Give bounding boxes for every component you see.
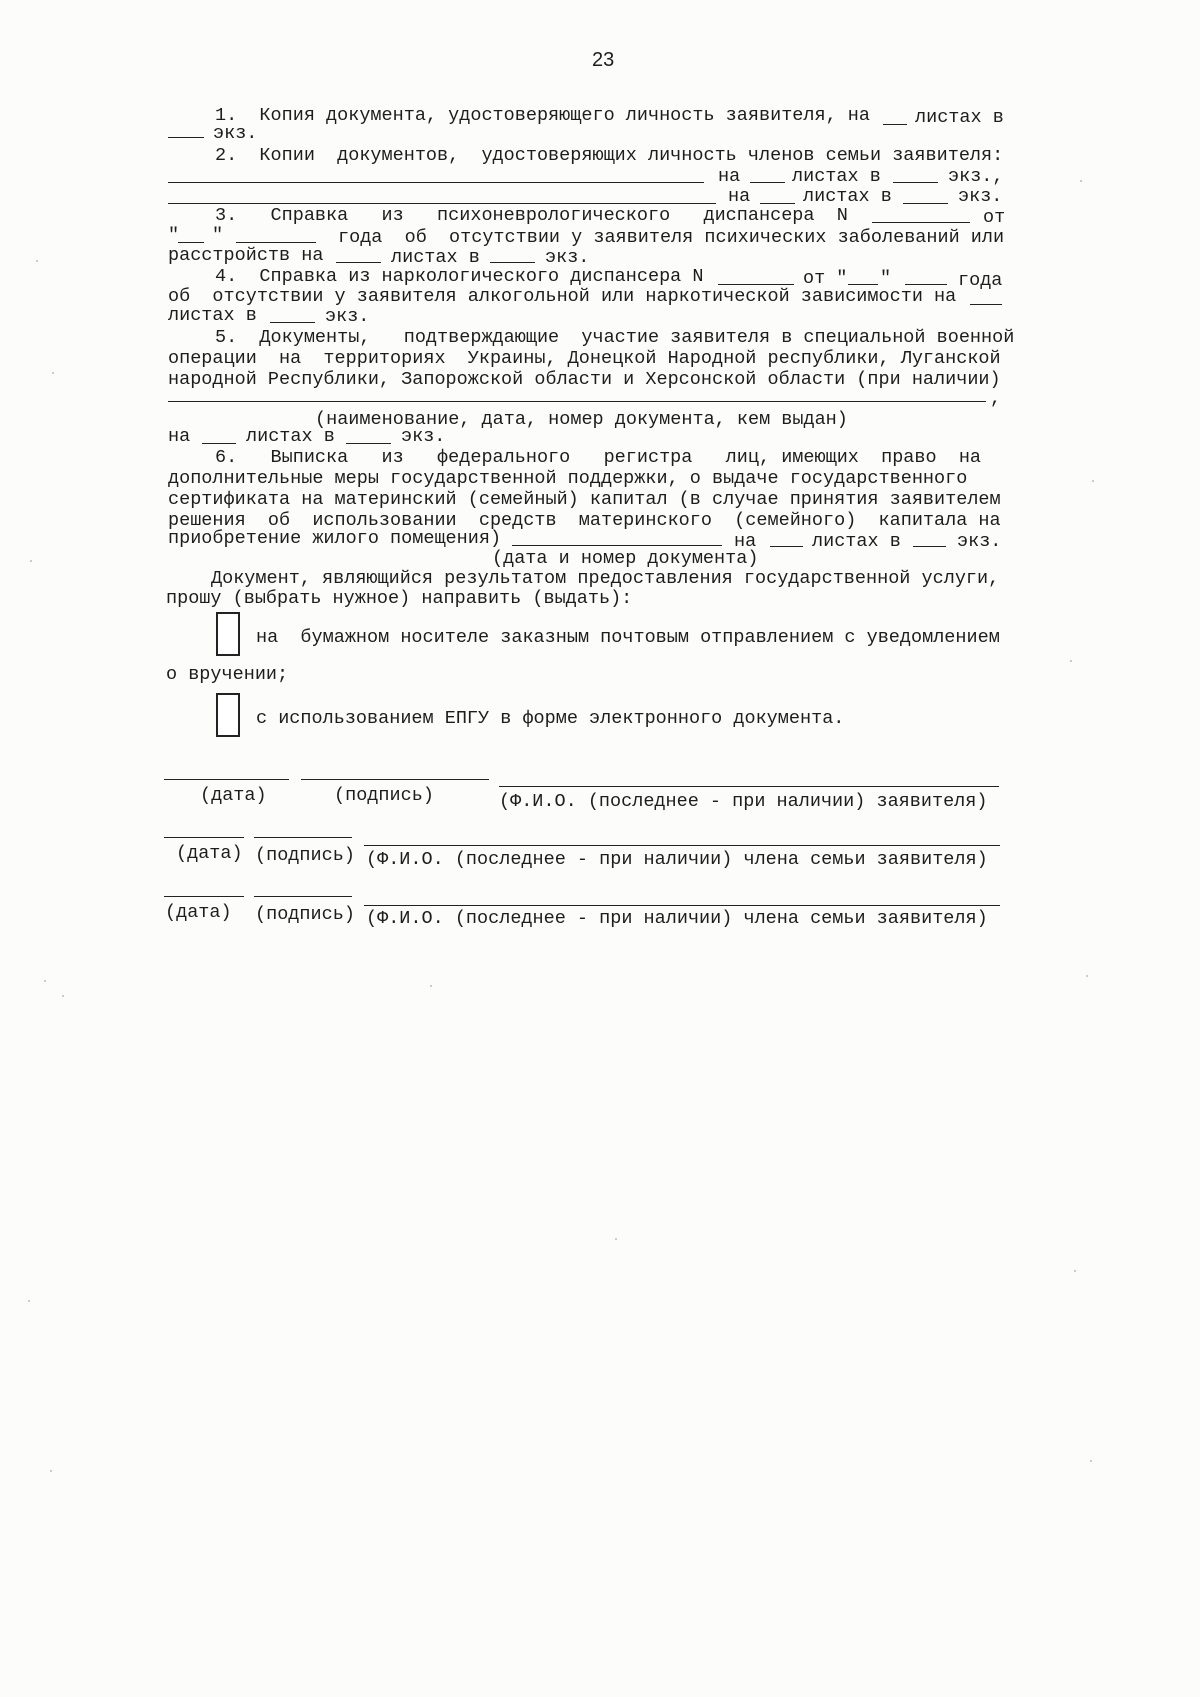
option-mail-label-cont: о вручении; [166, 664, 289, 685]
item-1-line-2: экз. [213, 123, 258, 144]
quote-close: " [212, 225, 224, 246]
date-line[interactable] [164, 779, 289, 780]
item-2-line-3: на [728, 186, 751, 207]
item-2-line-3b: листах в [803, 186, 892, 207]
sheets-blank[interactable] [760, 203, 795, 204]
item-2-line-2c: экз., [948, 166, 1004, 187]
item-6-line-1: 6. Выписка из федерального регистра лиц, имеющих право на [215, 447, 982, 468]
date-caption: (дата) [165, 902, 232, 923]
item-1-line-1b: листах в [915, 107, 1004, 128]
name-line[interactable] [364, 905, 1000, 906]
signature-caption: (подпись) [334, 785, 434, 806]
item-4-line-1c: " [880, 268, 892, 289]
option-epgu-label: с использованием ЕПГУ в форме электронного документа. [256, 708, 845, 729]
comma: , [990, 388, 1002, 409]
date-caption: (дата) [176, 843, 243, 864]
signature-line[interactable] [301, 779, 489, 780]
sheets-blank[interactable] [770, 546, 803, 547]
item-4-line-2: об отсутствии у заявителя алкогольной или наркотической зависимости на [168, 286, 957, 307]
option-mail-label: на бумажном носителе заказным почтовым отправлением с уведомлением [256, 627, 1000, 648]
item-6-line-4: решения об использовании средств материнского (семейного) капитала на [168, 510, 1001, 531]
item-3-line-2: года об отсутствии у заявителя психических заболеваний или [338, 227, 1005, 248]
sheets-blank[interactable] [883, 124, 907, 125]
sheets-blank[interactable] [202, 443, 236, 444]
item-6-line-5: приобретение жилого помещения) [168, 528, 502, 549]
name-caption: (Ф.И.О. (последнее - при наличии) заявителя) [499, 791, 988, 812]
day-blank[interactable] [178, 242, 204, 243]
copies-blank[interactable] [913, 546, 946, 547]
copies-blank[interactable] [893, 182, 938, 183]
date-caption: (дата) [200, 785, 267, 806]
quote-open: " [168, 225, 180, 246]
date-line[interactable] [164, 896, 244, 897]
item-1-line-1: 1. Копия документа, удостоверяющего личность заявителя, на [215, 105, 871, 126]
field-caption: (наименование, дата, номер документа, кем выдан) [315, 409, 848, 430]
item-4-line-1: 4. Справка из наркологического диспансера N [215, 266, 704, 287]
item-5-line-5b: листах в [246, 426, 335, 447]
item-3-line-3c: экз. [545, 247, 590, 268]
item-6-line-5d: экз. [957, 531, 1002, 552]
sheets-blank[interactable] [336, 262, 381, 263]
item-3-line-3: расстройств на [168, 245, 324, 266]
item-2-line-1: 2. Копии документов, удостоверяющих личность членов семьи заявителя: [215, 145, 1004, 166]
item-4-line-3b: экз. [325, 306, 370, 327]
name-line[interactable] [364, 845, 1000, 846]
copies-blank[interactable] [270, 322, 315, 323]
item-6-line-3: сертификата на материнский (семейный) капитал (в случае принятия заявителем [168, 489, 1001, 510]
copies-blank[interactable] [490, 262, 535, 263]
day-blank[interactable] [848, 284, 878, 285]
extract-blank[interactable] [512, 545, 722, 546]
signature-caption: (подпись) [255, 845, 355, 866]
item-3-line-1b: от [983, 207, 1006, 228]
month-blank[interactable] [236, 242, 316, 243]
item-3-line-3b: листах в [391, 247, 480, 268]
name-caption: (Ф.И.О. (последнее - при наличии) члена семьи заявителя) [366, 908, 988, 929]
dispensary-number-blank[interactable] [872, 222, 970, 223]
item-6-line-2: дополнительные меры государственной поддержки, о выдаче государственного [168, 468, 968, 489]
item-4-line-1d: года [958, 270, 1003, 291]
signature-line[interactable] [254, 896, 352, 897]
signature-line[interactable] [254, 837, 352, 838]
field-caption: (дата и номер документа) [492, 548, 759, 569]
item-5-line-5c: экз. [401, 426, 446, 447]
delivery-intro-2: прошу (выбрать нужное) направить (выдать): [166, 588, 633, 609]
item-5-line-1: 5. Документы, подтверждающие участие заявителя в специальной военной [215, 327, 1015, 348]
item-2-line-3c: экз. [958, 186, 1003, 207]
family-docs-blank-2[interactable] [168, 203, 716, 204]
item-5-line-5: на [168, 426, 191, 447]
item-5-line-3: народной Республики, Запорожской области и Херсонской области (при наличии) [168, 369, 1001, 390]
item-2-line-2: на [718, 166, 741, 187]
sheets-blank[interactable] [970, 304, 1002, 305]
item-4-line-1b: от " [803, 268, 848, 289]
copies-blank[interactable] [903, 203, 948, 204]
signature-caption: (подпись) [255, 904, 355, 925]
month-blank[interactable] [905, 284, 947, 285]
option-epgu-checkbox[interactable] [216, 693, 240, 737]
sheets-blank[interactable] [750, 182, 785, 183]
name-line[interactable] [499, 786, 999, 787]
svo-documents-blank[interactable] [168, 401, 986, 402]
copies-blank[interactable] [168, 137, 204, 138]
item-2-line-2b: листах в [792, 166, 881, 187]
page-number: 23 [592, 49, 615, 71]
item-5-line-2: операции на территориях Украины, Донецкой Народной республики, Луганской [168, 348, 1001, 369]
delivery-intro-1: Документ, являющийся результатом предоставления государственной услуги, [211, 568, 1000, 589]
family-docs-blank-1[interactable] [168, 182, 704, 183]
item-3-line-1: 3. Справка из психоневрологического диспансера N [215, 205, 848, 226]
dispensary-number-blank[interactable] [718, 284, 794, 285]
copies-blank[interactable] [346, 443, 391, 444]
item-6-line-5c: листах в [812, 531, 901, 552]
date-line[interactable] [164, 837, 244, 838]
item-4-line-3: листах в [168, 305, 257, 326]
option-mail-checkbox[interactable] [216, 612, 240, 656]
name-caption: (Ф.И.О. (последнее - при наличии) члена семьи заявителя) [366, 849, 988, 870]
item-6-line-5b: на [734, 531, 757, 552]
